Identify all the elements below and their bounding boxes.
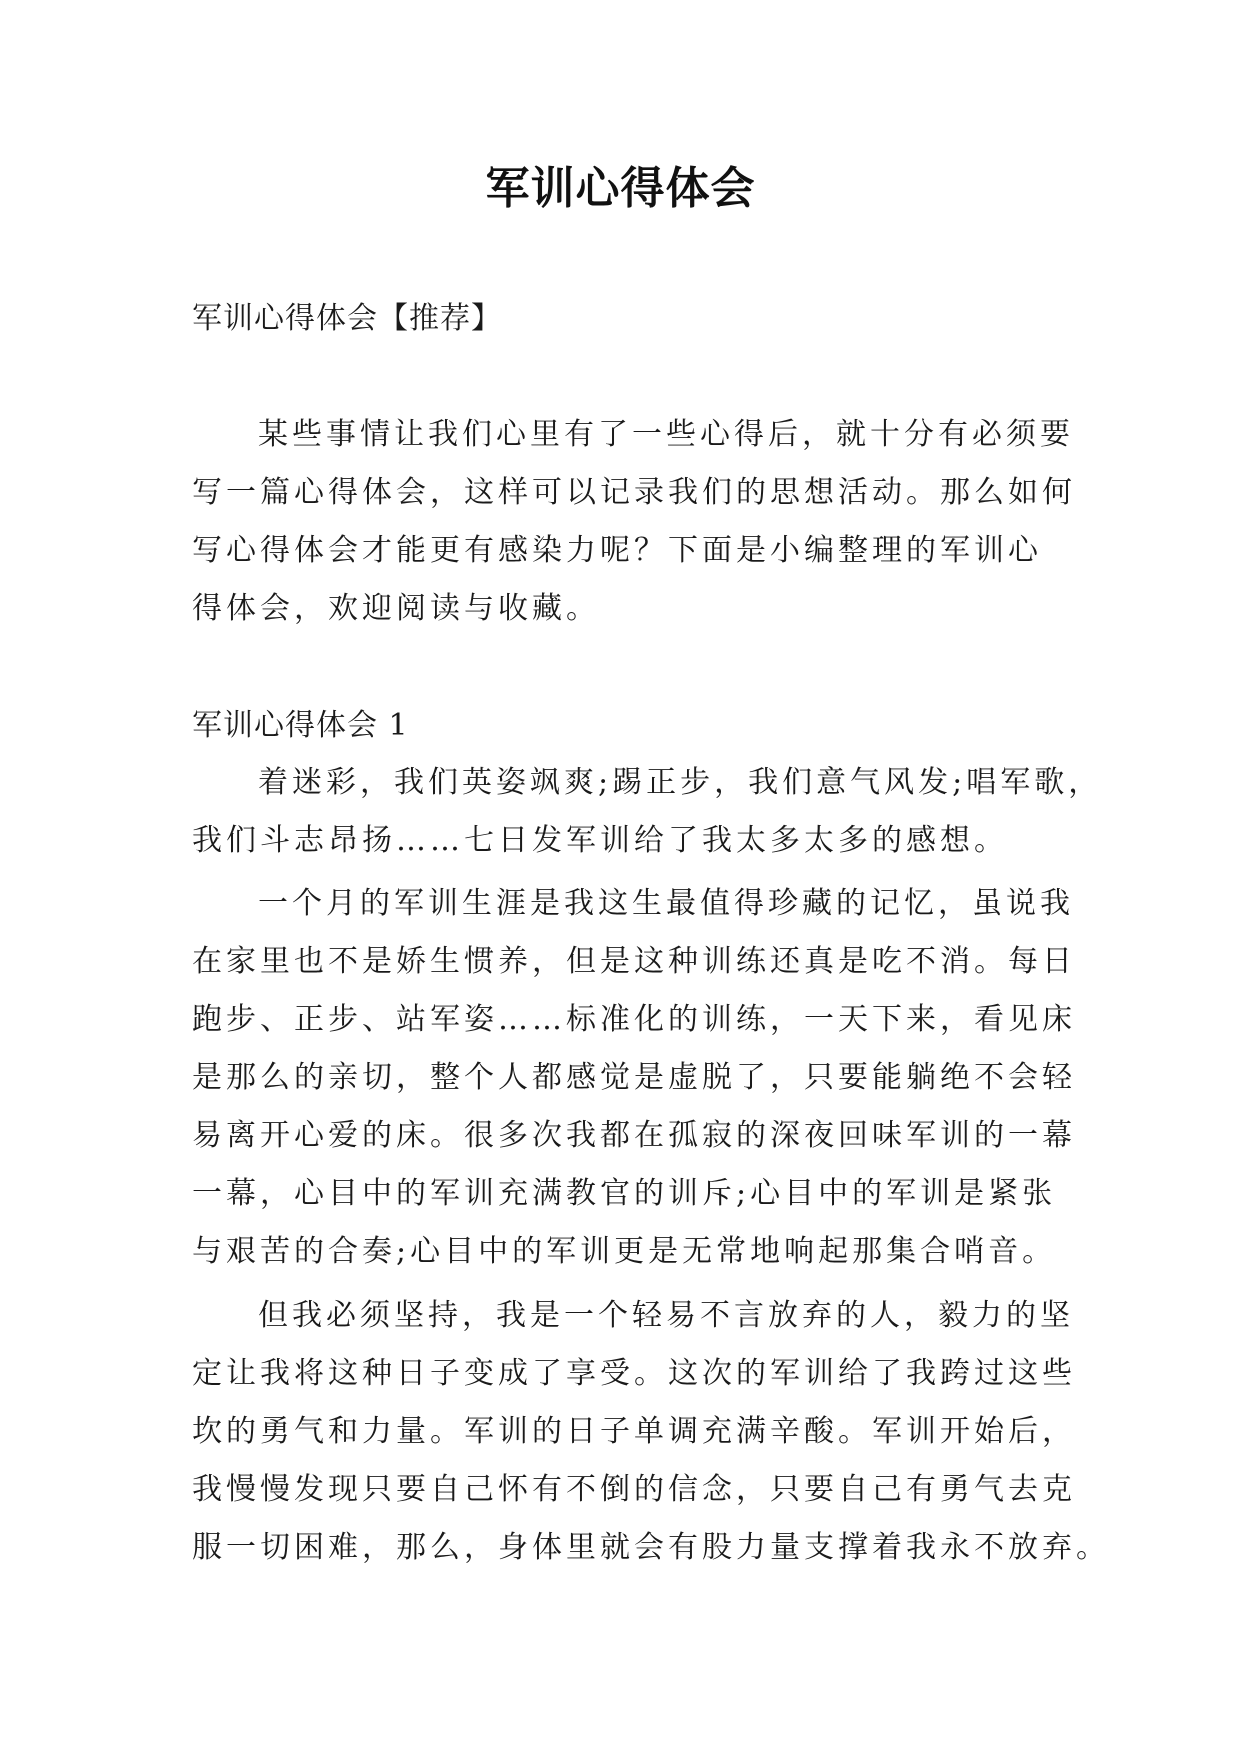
intro-line: 某些事情让我们心里有了一些心得后，就十分有必须要: [258, 417, 1074, 452]
paragraph-line: 与艰苦的合奏;心目中的军训更是无常地响起那集合哨音。: [192, 1234, 1057, 1269]
paragraph-line: 一个月的军训生涯是我这生最值得珍藏的记忆，虽说我: [258, 886, 1074, 921]
document-subtitle: 军训心得体会【推荐】: [192, 301, 502, 336]
intro-line: 写一篇心得体会，这样可以记录我们的思想活动。那么如何: [192, 475, 1076, 510]
body-paragraph-1: [192, 754, 1103, 870]
paragraph-line: 我们斗志昂扬……七日发军训给了我太多太多的感想。: [192, 823, 1008, 858]
paragraph-line: 着迷彩，我们英姿飒爽;踢正步，我们意气风发;唱军歌，: [258, 765, 1103, 800]
paragraph-line: 跑步、正步、站军姿……标准化的训练，一天下来，看见床: [192, 1002, 1076, 1037]
section-heading: 军训心得体会 1: [192, 708, 409, 743]
paragraph-line: 定让我将这种日子变成了享受。这次的军训给了我跨过这些: [192, 1356, 1076, 1391]
paragraph-line: 是那么的亲切，整个人都感觉是虚脱了，只要能躺绝不会轻: [192, 1060, 1076, 1095]
paragraph-line: 服一切困难，那么，身体里就会有股力量支撑着我永不放弃。: [192, 1530, 1110, 1565]
paragraph-line: 但我必须坚持，我是一个轻易不言放弃的人，毅力的坚: [258, 1298, 1074, 1333]
intro-line: 写心得体会才能更有感染力呢？下面是小编整理的军训心: [192, 533, 1042, 568]
document-title: 军训心得体会: [485, 163, 756, 214]
paragraph-line: 我慢慢发现只要自己怀有不倒的信念，只要自己有勇气去克: [192, 1472, 1076, 1507]
paragraph-line: 坎的勇气和力量。军训的日子单调充满辛酸。军训开始后，: [192, 1414, 1076, 1449]
paragraph-line: 一幕，心目中的军训充满教官的训斥;心目中的军训是紧张: [192, 1176, 1057, 1211]
body-paragraph-2: [192, 875, 1076, 1281]
paragraph-line: 在家里也不是娇生惯养，但是这种训练还真是吃不消。每日: [192, 944, 1076, 979]
intro-paragraph: [192, 406, 1076, 638]
body-paragraph-3: [192, 1287, 1110, 1577]
paragraph-line: 易离开心爱的床。很多次我都在孤寂的深夜回味军训的一幕: [192, 1118, 1076, 1153]
intro-line: 得体会，欢迎阅读与收藏。: [192, 591, 600, 626]
